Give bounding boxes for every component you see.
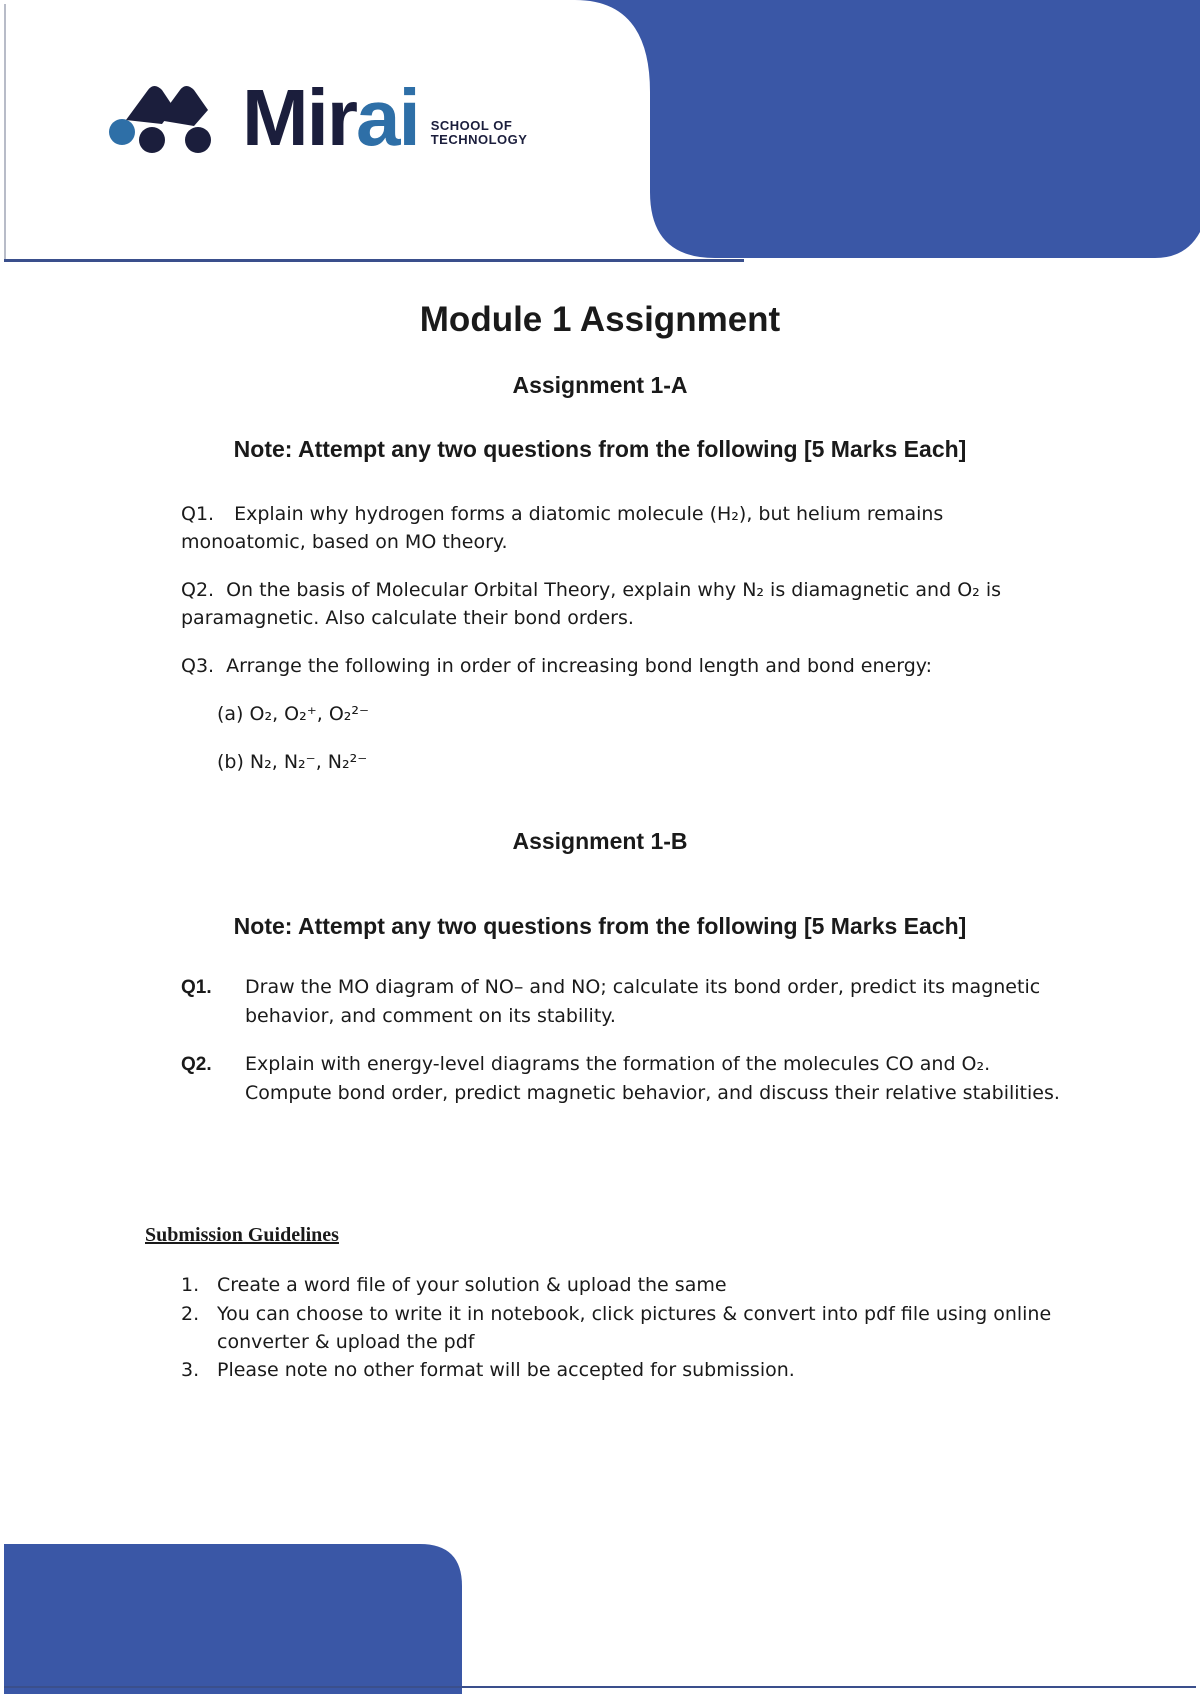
footer-blue-shape	[0, 1540, 500, 1694]
section-a-subitem-a: (a) O₂, O₂⁺, O₂²⁻	[217, 703, 370, 725]
page-border-left	[4, 4, 6, 262]
section-a-subitem-b: (b) N₂, N₂⁻, N₂²⁻	[217, 751, 368, 773]
section-a-question-2: Q2. On the basis of Molecular Orbital Theory, explain why N₂ is diamagnetic and O₂ is paramagnetic. Also calculate their bond orders.	[181, 579, 1001, 629]
brand-logo	[108, 73, 528, 162]
section-b-question-1: Q1. Draw the MO diagram of NO– and NO; calculate its bond order, predict its magnetic behavior, and comment on its stability.	[181, 976, 1041, 1027]
section-a-heading: Assignment 1-A	[512, 372, 688, 398]
section-b-heading: Assignment 1-B	[512, 828, 688, 854]
logo-mark-icon	[108, 82, 216, 154]
section-b-question-2: Q2. Explain with energy-level diagrams the formation of the molecules CO and O₂. Compute bond order, predict magnetic behavior, and discuss their relative stabilities.	[181, 1053, 1060, 1104]
section-a-question-3: Q3. Arrange the following in order of increasing bond length and bond energy:	[181, 655, 933, 677]
footer-divider	[4, 1686, 1196, 1688]
guideline-item: 3. Please note no other format will be accepted for submission.	[181, 1359, 795, 1381]
section-a-note: Note: Attempt any two questions from the following [5 Marks Each]	[233, 436, 967, 462]
brand-subtitle: SCHOOL OF TECHNOLOGY	[430, 118, 528, 147]
header-divider	[4, 259, 744, 262]
section-a-question-1: Q1. Explain why hydrogen forms a diatomic molecule (H₂), but helium remains monoatomic, based on MO theory.	[181, 503, 944, 553]
guideline-item: 1. Create a word file of your solution & upload the same	[181, 1274, 727, 1296]
guidelines-title: Submission Guidelines	[145, 1224, 339, 1246]
brand-wordmark: Mirai	[242, 73, 419, 162]
page-title: Module 1 Assignment	[419, 300, 781, 339]
section-b-note: Note: Attempt any two questions from the following [5 Marks Each]	[233, 913, 967, 939]
guideline-item: 2. You can choose to write it in notebook, click pictures & convert into pdf file using online converter & upload the pdf	[181, 1303, 1052, 1353]
